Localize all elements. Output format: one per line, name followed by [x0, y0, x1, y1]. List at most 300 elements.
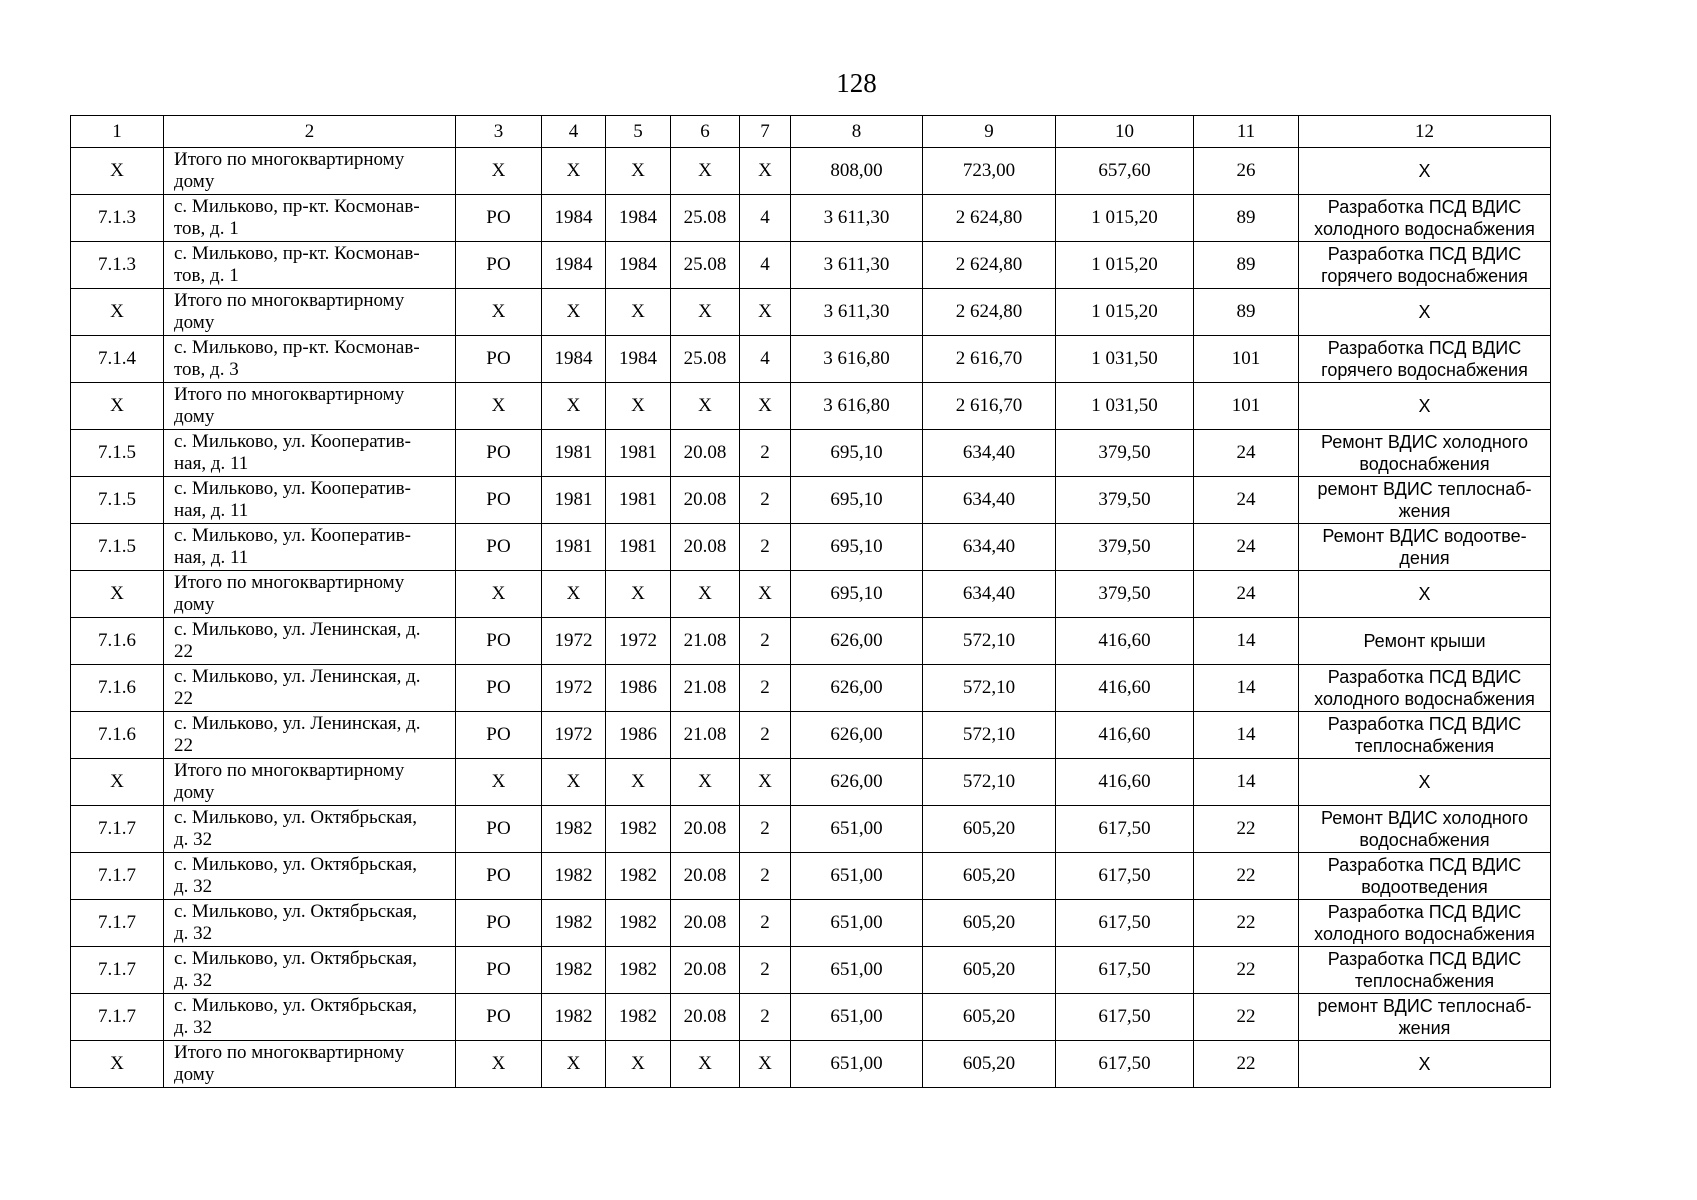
cell-c7: 2 [740, 853, 791, 900]
cell-c4: 1982 [542, 994, 606, 1041]
cell-c4: Х [542, 571, 606, 618]
cell-c3: РО [456, 947, 542, 994]
address-line: с. Мильково, ул. Кооператив- [174, 478, 411, 499]
cell-c7: Х [740, 383, 791, 430]
address-line: Итого по многоквартирному [174, 290, 405, 311]
cell-c1: 7.1.7 [71, 900, 164, 947]
table-row [71, 900, 1551, 947]
cell-c2 [164, 806, 456, 853]
address-line: 22 [174, 735, 193, 756]
cell-c9: 605,20 [923, 994, 1056, 1041]
cell-c7: 2 [740, 618, 791, 665]
cell-c2 [164, 994, 456, 1041]
cell-c11: 22 [1194, 947, 1299, 994]
cell-c12 [1299, 383, 1551, 430]
cell-c10: 1 031,50 [1056, 336, 1194, 383]
work-type-line: Разработка ПСД ВДИС [1327, 244, 1522, 264]
cell-c1: 7.1.6 [71, 712, 164, 759]
cell-c1: 7.1.5 [71, 524, 164, 571]
cell-c9: 634,40 [923, 571, 1056, 618]
cell-c7: 4 [740, 336, 791, 383]
cell-c11: 14 [1194, 665, 1299, 712]
cell-c11: 24 [1194, 477, 1299, 524]
work-type-line: Х [1418, 302, 1431, 322]
cell-c10: 416,60 [1056, 759, 1194, 806]
cell-c6: 20.08 [671, 430, 740, 477]
cell-c1: 7.1.5 [71, 477, 164, 524]
cell-c3: Х [456, 289, 542, 336]
work-type-line: Ремонт крыши [1363, 631, 1486, 651]
column-header: 8 [791, 116, 923, 148]
cell-c5: 1984 [606, 242, 671, 289]
column-header: 7 [740, 116, 791, 148]
address-line: с. Мильково, ул. Ленинская, д. [174, 713, 421, 734]
cell-c2 [164, 430, 456, 477]
cell-c9: 605,20 [923, 900, 1056, 947]
address-line: д. 32 [174, 970, 213, 991]
cell-c6: Х [671, 383, 740, 430]
cell-c9: 605,20 [923, 806, 1056, 853]
cell-c11: 89 [1194, 195, 1299, 242]
work-type-line: водоснабжения [1359, 454, 1490, 474]
address-line: с. Мильково, ул. Октябрьская, [174, 948, 418, 969]
cell-c8: 651,00 [791, 947, 923, 994]
column-header: 10 [1056, 116, 1194, 148]
work-type-line: Разработка ПСД ВДИС [1327, 855, 1522, 875]
cell-c2 [164, 712, 456, 759]
cell-c2 [164, 195, 456, 242]
cell-c9: 634,40 [923, 430, 1056, 477]
cell-c12 [1299, 571, 1551, 618]
cell-c2 [164, 900, 456, 947]
cell-c10: 379,50 [1056, 571, 1194, 618]
cell-c8: 3 611,30 [791, 289, 923, 336]
work-type-line: горячего водоснабжения [1321, 360, 1528, 380]
cell-c5: 1981 [606, 477, 671, 524]
table-row [71, 1041, 1551, 1088]
cell-c11: 26 [1194, 148, 1299, 195]
cell-c5: 1982 [606, 900, 671, 947]
cell-c11: 89 [1194, 242, 1299, 289]
cell-c10: 416,60 [1056, 618, 1194, 665]
cell-c5: 1986 [606, 712, 671, 759]
cell-c9: 2 616,70 [923, 336, 1056, 383]
cell-c4: 1972 [542, 665, 606, 712]
cell-c2 [164, 477, 456, 524]
cell-c11: 14 [1194, 712, 1299, 759]
work-type-line: Ремонт ВДИС водоотве- [1322, 526, 1527, 546]
address-line: с. Мильково, ул. Ленинская, д. [174, 666, 421, 687]
cell-c6: 20.08 [671, 947, 740, 994]
cell-c12 [1299, 618, 1551, 665]
cell-c9: 572,10 [923, 712, 1056, 759]
cell-c8: 695,10 [791, 477, 923, 524]
cell-c4: Х [542, 759, 606, 806]
cell-c12 [1299, 665, 1551, 712]
cell-c12 [1299, 477, 1551, 524]
cell-c6: 20.08 [671, 994, 740, 1041]
cell-c4: Х [542, 1041, 606, 1088]
column-header: 9 [923, 116, 1056, 148]
cell-c8: 3 616,80 [791, 383, 923, 430]
cell-c12 [1299, 712, 1551, 759]
address-line: Итого по многоквартирному [174, 384, 405, 405]
cell-c9: 2 616,70 [923, 383, 1056, 430]
cell-c10: 379,50 [1056, 430, 1194, 477]
work-type-line: Х [1418, 396, 1431, 416]
cell-c12 [1299, 430, 1551, 477]
work-type-line: Ремонт ВДИС холодного [1321, 432, 1528, 452]
address-line: Итого по многоквартирному [174, 149, 405, 170]
column-header: 1 [71, 116, 164, 148]
cell-c3: РО [456, 524, 542, 571]
address-line: дому [174, 594, 215, 615]
cell-c6: Х [671, 759, 740, 806]
cell-c10: 657,60 [1056, 148, 1194, 195]
work-type-line: горячего водоснабжения [1321, 266, 1528, 286]
cell-c6: 25.08 [671, 242, 740, 289]
cell-c5: Х [606, 148, 671, 195]
cell-c3: РО [456, 712, 542, 759]
cell-c11: 14 [1194, 759, 1299, 806]
cell-c11: 101 [1194, 383, 1299, 430]
cell-c8: 3 616,80 [791, 336, 923, 383]
address-line: 22 [174, 688, 193, 709]
cell-c7: 2 [740, 665, 791, 712]
cell-c3: РО [456, 806, 542, 853]
cell-c4: 1982 [542, 900, 606, 947]
work-type-line: Х [1418, 1054, 1431, 1074]
cell-c12 [1299, 806, 1551, 853]
cell-c11: 22 [1194, 994, 1299, 1041]
cell-c7: Х [740, 571, 791, 618]
cell-c4: Х [542, 383, 606, 430]
address-line: с. Мильково, ул. Октябрьская, [174, 995, 418, 1016]
cell-c9: 634,40 [923, 524, 1056, 571]
cell-c1: 7.1.3 [71, 195, 164, 242]
cell-c5: 1986 [606, 665, 671, 712]
work-type-line: Х [1418, 772, 1431, 792]
table-row [71, 571, 1551, 618]
cell-c2 [164, 383, 456, 430]
cell-c3: Х [456, 383, 542, 430]
cell-c3: Х [456, 1041, 542, 1088]
cell-c2 [164, 289, 456, 336]
cell-c1: 7.1.5 [71, 430, 164, 477]
table-row [71, 853, 1551, 900]
column-number-row [71, 116, 1551, 148]
cell-c6: Х [671, 571, 740, 618]
cell-c6: 21.08 [671, 712, 740, 759]
cell-c7: Х [740, 289, 791, 336]
work-type-line: теплоснабжения [1354, 971, 1495, 991]
cell-c6: 21.08 [671, 618, 740, 665]
cell-c5: Х [606, 383, 671, 430]
cell-c10: 1 031,50 [1056, 383, 1194, 430]
cell-c5: Х [606, 1041, 671, 1088]
cell-c1: 7.1.7 [71, 994, 164, 1041]
cell-c12 [1299, 900, 1551, 947]
table-row [71, 148, 1551, 195]
cell-c12 [1299, 947, 1551, 994]
cell-c7: 2 [740, 712, 791, 759]
cell-c10: 379,50 [1056, 524, 1194, 571]
table-row [71, 289, 1551, 336]
work-type-line: Ремонт ВДИС холодного [1321, 808, 1528, 828]
cell-c12 [1299, 759, 1551, 806]
column-header: 6 [671, 116, 740, 148]
work-type-line: теплоснабжения [1354, 736, 1495, 756]
cell-c4: 1981 [542, 477, 606, 524]
cell-c6: Х [671, 1041, 740, 1088]
cell-c2 [164, 336, 456, 383]
cell-c5: 1982 [606, 947, 671, 994]
cell-c2 [164, 148, 456, 195]
address-line: дому [174, 406, 215, 427]
cell-c12 [1299, 289, 1551, 336]
cell-c10: 617,50 [1056, 947, 1194, 994]
cell-c9: 572,10 [923, 618, 1056, 665]
table-row [71, 336, 1551, 383]
cell-c8: 695,10 [791, 430, 923, 477]
cell-c6: Х [671, 289, 740, 336]
cell-c4: 1972 [542, 712, 606, 759]
cell-c10: 617,50 [1056, 900, 1194, 947]
cell-c4: 1982 [542, 853, 606, 900]
cell-c3: РО [456, 242, 542, 289]
cell-c2 [164, 242, 456, 289]
address-line: дому [174, 782, 215, 803]
cell-c8: 651,00 [791, 806, 923, 853]
work-type-line: жения [1398, 1018, 1451, 1038]
cell-c8: 626,00 [791, 712, 923, 759]
cell-c11: 101 [1194, 336, 1299, 383]
cell-c2 [164, 665, 456, 712]
cell-c9: 2 624,80 [923, 289, 1056, 336]
cell-c11: 89 [1194, 289, 1299, 336]
cell-c7: Х [740, 1041, 791, 1088]
cell-c5: Х [606, 571, 671, 618]
column-header: 3 [456, 116, 542, 148]
cell-c12 [1299, 994, 1551, 1041]
column-header: 11 [1194, 116, 1299, 148]
address-line: с. Мильково, ул. Ленинская, д. [174, 619, 421, 640]
cell-c5: 1981 [606, 524, 671, 571]
work-type-line: холодного водоснабжения [1314, 689, 1535, 709]
address-line: д. 32 [174, 1017, 213, 1038]
work-type-line: ремонт ВДИС теплоснаб- [1317, 996, 1532, 1016]
cell-c7: 2 [740, 524, 791, 571]
cell-c5: 1984 [606, 336, 671, 383]
cell-c6: 20.08 [671, 900, 740, 947]
cell-c7: 2 [740, 477, 791, 524]
cell-c1: 7.1.3 [71, 242, 164, 289]
cell-c11: 14 [1194, 618, 1299, 665]
cell-c6: 20.08 [671, 524, 740, 571]
cell-c8: 626,00 [791, 618, 923, 665]
cell-c11: 24 [1194, 571, 1299, 618]
cell-c12 [1299, 1041, 1551, 1088]
cell-c8: 651,00 [791, 1041, 923, 1088]
cell-c6: 21.08 [671, 665, 740, 712]
cell-c10: 617,50 [1056, 853, 1194, 900]
cell-c4: 1984 [542, 195, 606, 242]
cell-c2 [164, 524, 456, 571]
cell-c5: Х [606, 759, 671, 806]
cell-c5: 1982 [606, 994, 671, 1041]
cell-c3: РО [456, 430, 542, 477]
address-line: Итого по многоквартирному [174, 760, 405, 781]
work-type-line: ремонт ВДИС теплоснаб- [1317, 479, 1532, 499]
cell-c12 [1299, 195, 1551, 242]
cell-c3: РО [456, 195, 542, 242]
cell-c2 [164, 1041, 456, 1088]
work-type-line: дения [1399, 548, 1450, 568]
cell-c10: 416,60 [1056, 712, 1194, 759]
address-line: дому [174, 1064, 215, 1085]
work-type-line: водоснабжения [1359, 830, 1490, 850]
cell-c11: 22 [1194, 1041, 1299, 1088]
address-line: дому [174, 171, 215, 192]
address-line: ная, д. 11 [174, 500, 249, 521]
cell-c10: 1 015,20 [1056, 289, 1194, 336]
cell-c10: 379,50 [1056, 477, 1194, 524]
address-line: 22 [174, 641, 193, 662]
column-header: 2 [164, 116, 456, 148]
cell-c7: Х [740, 759, 791, 806]
work-type-line: Разработка ПСД ВДИС [1327, 338, 1522, 358]
cell-c7: 4 [740, 195, 791, 242]
work-type-line: холодного водоснабжения [1314, 219, 1535, 239]
cell-c2 [164, 853, 456, 900]
address-line: д. 32 [174, 829, 213, 850]
address-line: тов, д. 1 [174, 265, 239, 286]
cell-c12 [1299, 336, 1551, 383]
cell-c6: 20.08 [671, 806, 740, 853]
table-row [71, 430, 1551, 477]
cell-c3: РО [456, 900, 542, 947]
cell-c7: 4 [740, 242, 791, 289]
work-type-line: Х [1418, 161, 1431, 181]
cell-c2 [164, 947, 456, 994]
cell-c12 [1299, 524, 1551, 571]
page-number: 128 [836, 68, 877, 98]
table-row [71, 947, 1551, 994]
cell-c9: 2 624,80 [923, 195, 1056, 242]
address-line: с. Мильково, ул. Октябрьская, [174, 854, 418, 875]
address-line: дому [174, 312, 215, 333]
work-type-line: Разработка ПСД ВДИС [1327, 714, 1522, 734]
cell-c1: 7.1.7 [71, 806, 164, 853]
cell-c11: 22 [1194, 853, 1299, 900]
address-line: с. Мильково, ул. Октябрьская, [174, 807, 418, 828]
cell-c9: 2 624,80 [923, 242, 1056, 289]
table-row [71, 806, 1551, 853]
cell-c11: 22 [1194, 806, 1299, 853]
work-type-line: жения [1398, 501, 1451, 521]
cell-c8: 626,00 [791, 665, 923, 712]
cell-c10: 1 015,20 [1056, 195, 1194, 242]
cell-c11: 24 [1194, 430, 1299, 477]
cell-c7: 2 [740, 994, 791, 1041]
cell-c1: 7.1.6 [71, 618, 164, 665]
cell-c1: Х [71, 148, 164, 195]
cell-c3: Х [456, 148, 542, 195]
cell-c10: 416,60 [1056, 665, 1194, 712]
cell-c2 [164, 571, 456, 618]
cell-c9: 572,10 [923, 665, 1056, 712]
cell-c4: 1982 [542, 947, 606, 994]
work-type-line: Х [1418, 584, 1431, 604]
cell-c1: 7.1.4 [71, 336, 164, 383]
cell-c4: 1982 [542, 806, 606, 853]
cell-c3: Х [456, 759, 542, 806]
cell-c10: 617,50 [1056, 994, 1194, 1041]
address-line: с. Мильково, ул. Октябрьская, [174, 901, 418, 922]
address-line: тов, д. 3 [174, 359, 239, 380]
cell-c6: 25.08 [671, 195, 740, 242]
cell-c3: РО [456, 994, 542, 1041]
cell-c7: 2 [740, 947, 791, 994]
cell-c6: Х [671, 148, 740, 195]
cell-c1: Х [71, 1041, 164, 1088]
cell-c2 [164, 618, 456, 665]
cell-c10: 1 015,20 [1056, 242, 1194, 289]
cell-c9: 723,00 [923, 148, 1056, 195]
table-row [71, 759, 1551, 806]
cell-c3: РО [456, 618, 542, 665]
cell-c10: 617,50 [1056, 806, 1194, 853]
address-line: с. Мильково, ул. Кооператив- [174, 431, 411, 452]
work-type-line: водоотведения [1361, 877, 1488, 897]
cell-c6: 25.08 [671, 336, 740, 383]
cell-c8: 626,00 [791, 759, 923, 806]
cell-c1: Х [71, 571, 164, 618]
cell-c9: 572,10 [923, 759, 1056, 806]
column-header: 4 [542, 116, 606, 148]
address-line: тов, д. 1 [174, 218, 239, 239]
column-header: 5 [606, 116, 671, 148]
work-type-line: Разработка ПСД ВДИС [1327, 667, 1522, 687]
cell-c1: 7.1.7 [71, 853, 164, 900]
cell-c9: 634,40 [923, 477, 1056, 524]
cell-c9: 605,20 [923, 1041, 1056, 1088]
cell-c12 [1299, 242, 1551, 289]
address-line: д. 32 [174, 876, 213, 897]
cell-c6: 20.08 [671, 477, 740, 524]
cell-c11: 24 [1194, 524, 1299, 571]
table-row [71, 618, 1551, 665]
cell-c3: Х [456, 571, 542, 618]
table-row [71, 242, 1551, 289]
work-type-line: холодного водоснабжения [1314, 924, 1535, 944]
table-row [71, 195, 1551, 242]
cell-c5: 1972 [606, 618, 671, 665]
cell-c8: 808,00 [791, 148, 923, 195]
cell-c4: 1984 [542, 242, 606, 289]
work-type-line: Разработка ПСД ВДИС [1327, 949, 1522, 969]
table-body [71, 148, 1551, 1088]
cell-c8: 695,10 [791, 571, 923, 618]
cell-c11: 22 [1194, 900, 1299, 947]
cell-c8: 651,00 [791, 900, 923, 947]
cell-c5: 1981 [606, 430, 671, 477]
cell-c10: 617,50 [1056, 1041, 1194, 1088]
cell-c7: Х [740, 148, 791, 195]
cell-c7: 2 [740, 900, 791, 947]
cell-c1: Х [71, 383, 164, 430]
cell-c2 [164, 759, 456, 806]
